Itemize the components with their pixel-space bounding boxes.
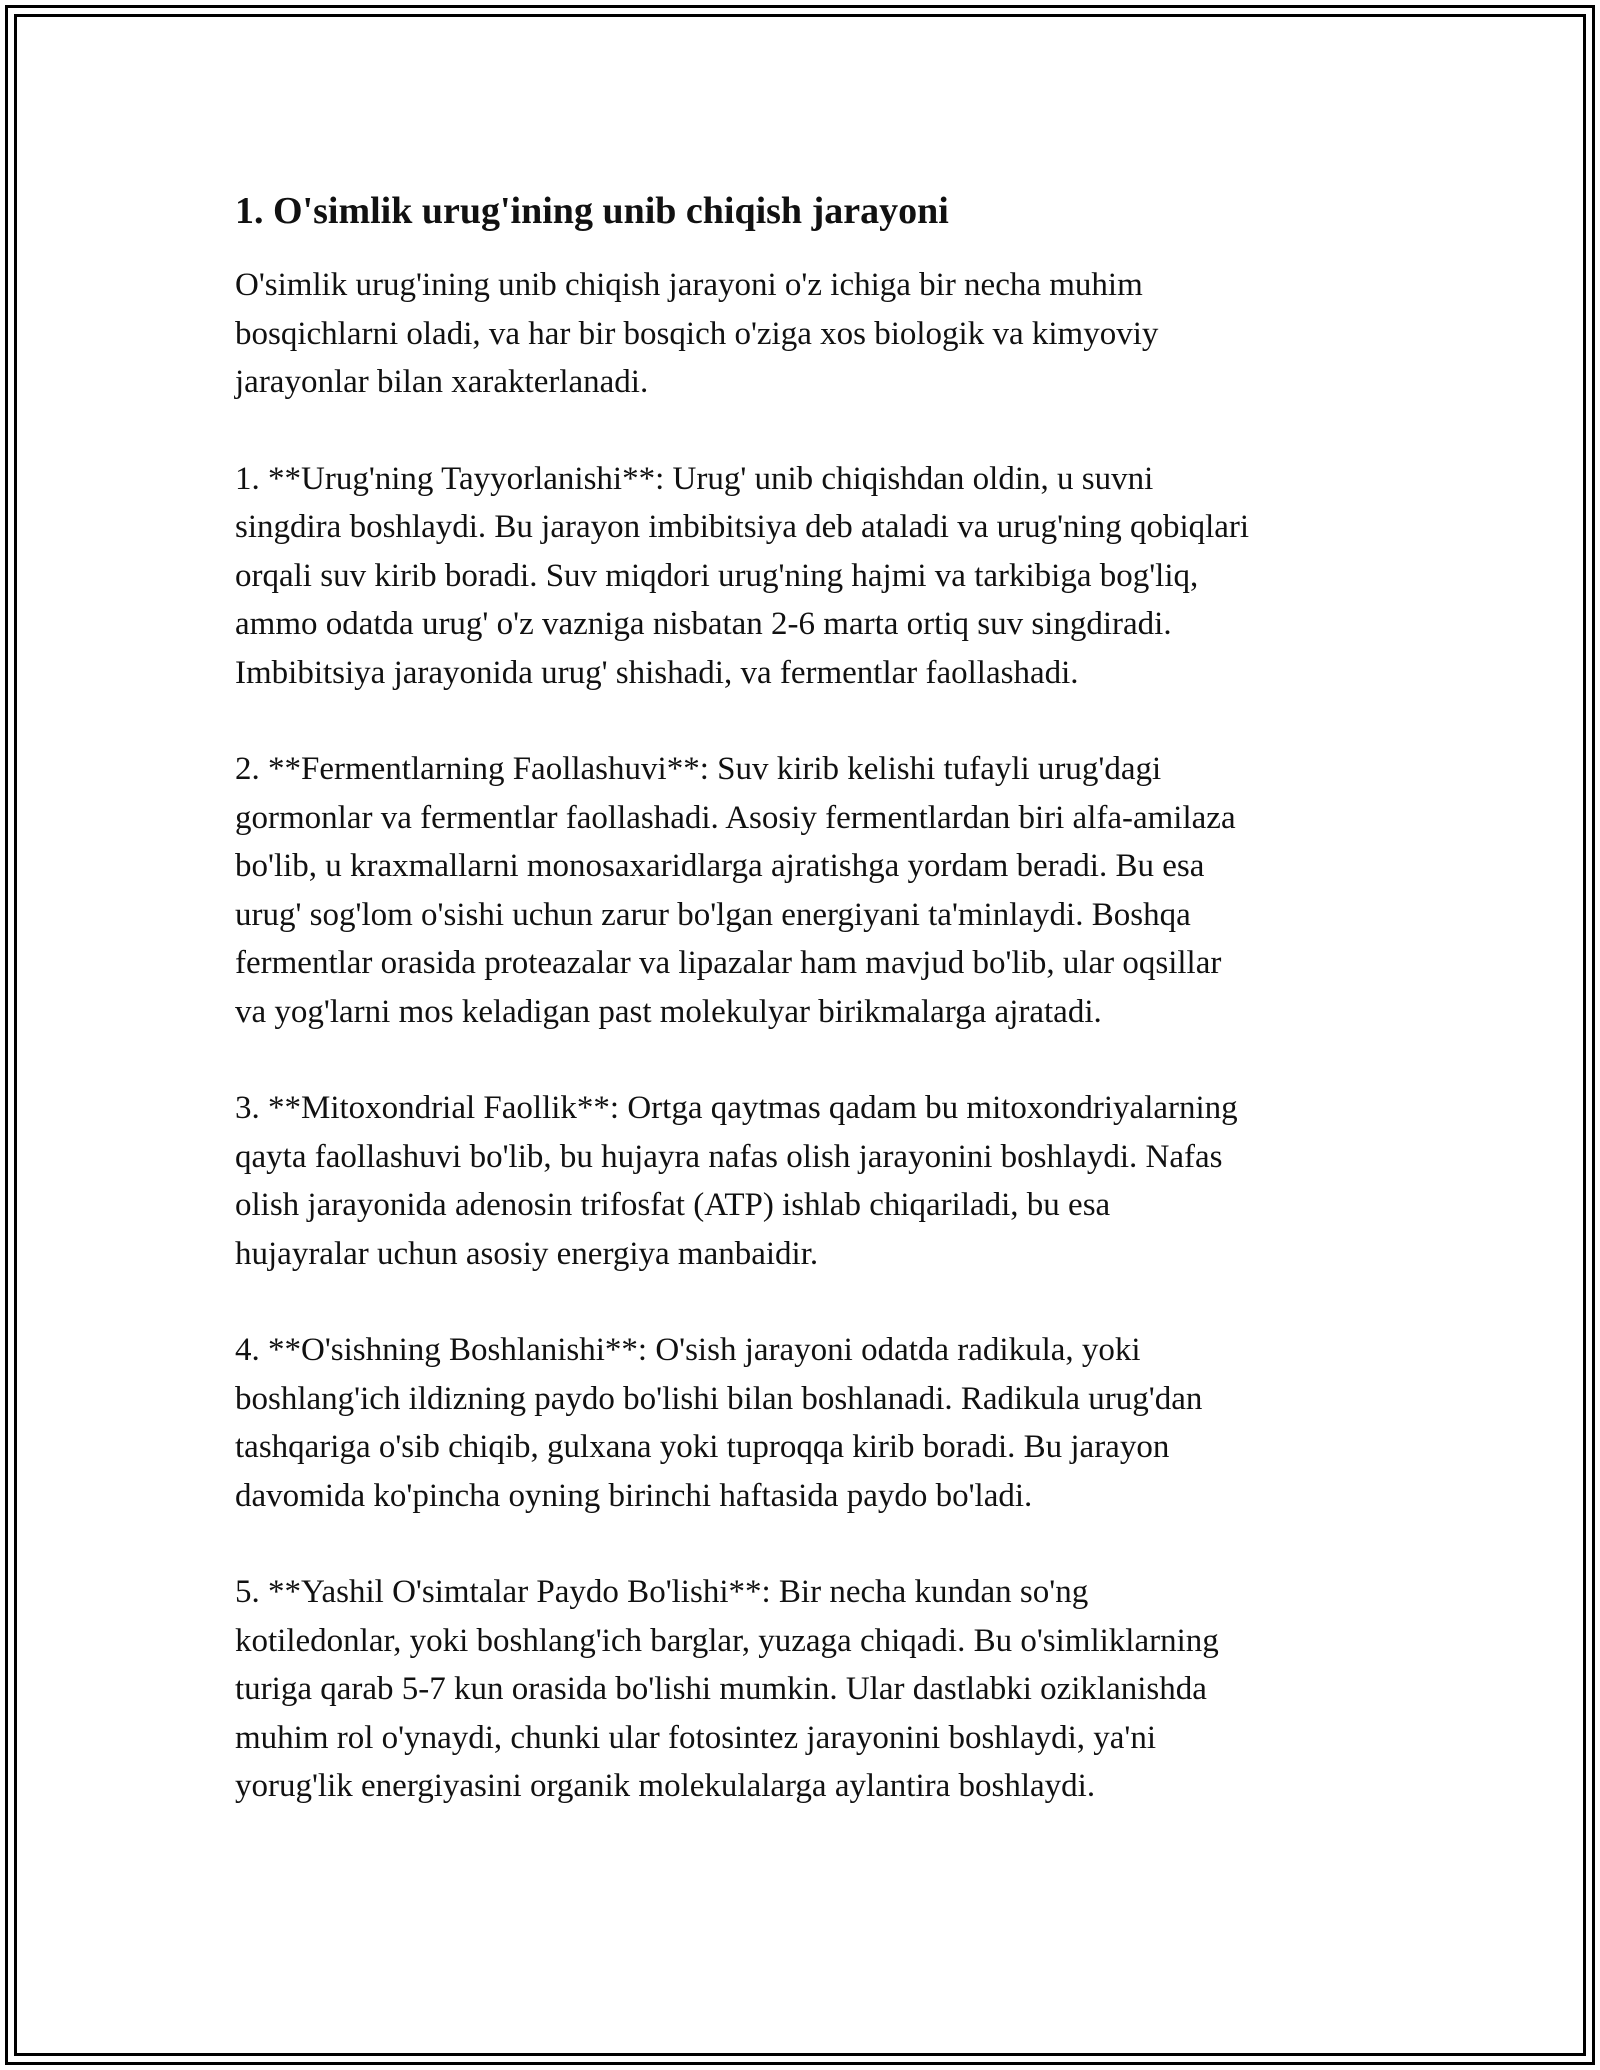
step-3-paragraph: 3. **Mitoxondrial Faollik**: Ortga qaytmas qadam bu mitoxondriyalarning qayta faollashuvi bo'lib, bu hujayra nafas olish jarayonini boshlaydi. Nafas olish jarayonida adenosin trifosfat (ATP) ishlab chiqariladi, bu esa hujayralar uchun asosiy energiya manbaidir. [235,1090,1238,1272]
document-body [235,187,1385,1859]
document-title: 1. O'simlik urug'ining unib chiqish jarayoni [235,190,949,232]
step-2-paragraph: 2. **Fermentlarning Faollashuvi**: Suv kirib kelishi tufayli urug'dagi gormonlar va fermentlar faollashadi. Asosiy fermentlardan biri alfa-amilaza bo'lib, u kraxmallarni monosaxaridlarga ajratishga yordam beradi. Bu esa urug' sog'lom o'sishi uchun zarur bo'lgan energiyani ta'minlaydi. Boshqa fermentlar orasida proteazalar va lipazalar ham mavjud bo'lib, ular oqsillar va yog'larni mos keladigan past molekulyar birikmalarga ajratadi. [235,751,1236,1030]
step-4-paragraph: 4. **O'sishning Boshlanishi**: O'sish jarayoni odatda radikula, yoki boshlang'ich ildizning paydo bo'lishi bilan boshlanadi. Radikula urug'dan tashqariga o'sib chiqib, gulxana yoki tuproqqa kirib boradi. Bu jarayon davomida ko'pincha oyning birinchi haftasida paydo bo'ladi. [235,1332,1203,1514]
step-5-paragraph: 5. **Yashil O'simtalar Paydo Bo'lishi**: Bir necha kundan so'ng kotiledonlar, yoki boshlang'ich barglar, yuzaga chiqadi. Bu o'simliklarning turiga qarab 5-7 kun orasida bo'lishi mumkin. Ular dastlabki oziklanishda muhim rol o'ynaydi, chunki ular fotosintez jarayonini boshlaydi, ya'ni yorug'lik energiyasini organik molekulalarga aylantira boshlaydi. [235,1574,1219,1804]
step-1-paragraph: 1. **Urug'ning Tayyorlanishi**: Urug' unib chiqishdan oldin, u suvni singdira boshlaydi. Bu jarayon imbibitsiya deb ataladi va urug'ning qobiqlari orqali suv kirib boradi. Suv miqdori urug'ning hajmi va tarkibiga bog'liq, ammo odatda urug' o'z vazniga nisbatan 2-6 marta ortiq suv singdiradi. Imbibitsiya jarayonida urug' shishadi, va fermentlar faollashadi. [235,460,1250,691]
intro-paragraph: O'simlik urug'ining unib chiqish jarayoni o'z ichiga bir necha muhim bosqichlarni oladi, va har bir bosqich o'ziga xos biologik va kimyoviy jarayonlar bilan xarakterlanadi. [235,267,1159,400]
